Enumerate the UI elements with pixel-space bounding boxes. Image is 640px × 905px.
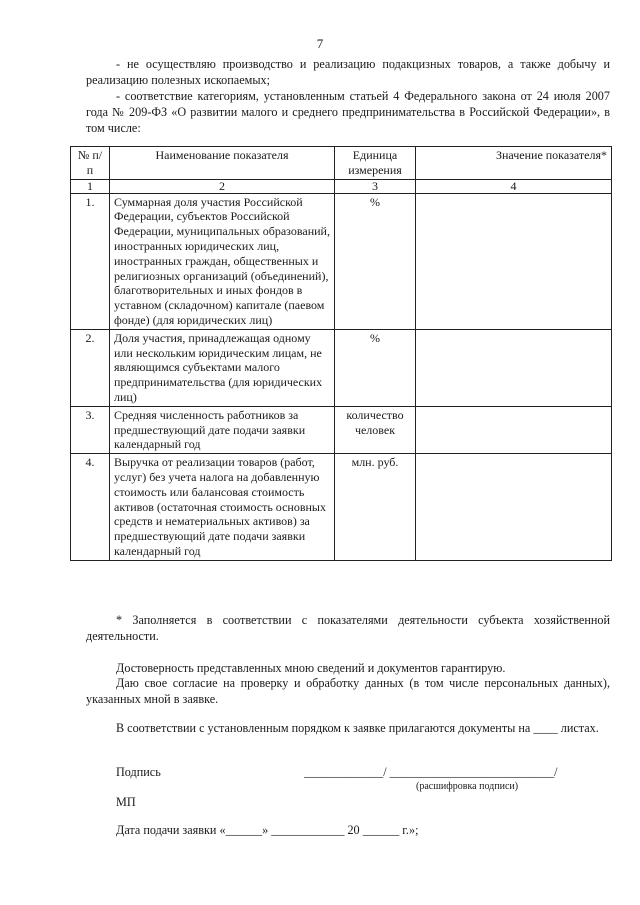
indicator-name: Доля участия, принадлежащая одному или нескольким юридическим лицам, не являющимся субъектами малого предпринимательства (для юридических лиц) (110, 329, 335, 406)
table-row (71, 329, 612, 406)
column-number: 4 (416, 179, 612, 193)
indicator-name: Суммарная доля участия Российской Федерации, субъектов Российской Федерации, муниципальных образований, иностранных юридических лиц, иностранных граждан, общественных и религиозных организаций (объединений), благотворительных и иных фондов в уставном (складочном) капитале (паевом фонде) (для юридических лиц) (110, 193, 335, 329)
seal-placeholder: МП (116, 795, 136, 809)
table-row (71, 406, 612, 453)
row-number: 2. (71, 329, 110, 406)
indicator-value-field[interactable] (416, 329, 612, 406)
column-number: 1 (71, 179, 110, 193)
indicator-value-field[interactable] (416, 454, 612, 561)
header-number: № п/п (71, 147, 110, 180)
header-unit: Единица измерения (335, 147, 416, 180)
row-number: 3. (71, 406, 110, 453)
header-indicator-name: Наименование показателя (110, 147, 335, 180)
indicator-unit: млн. руб. (335, 454, 416, 561)
indicators-table (70, 146, 612, 561)
table-row (71, 193, 612, 329)
intro-sme-criteria: - соответствие категориям, установленным статьей 4 Федерального закона от 24 июля 2007 года № 209-ФЗ «О развитии малого и среднего предпринимательства в Российской Федерации», в том числе: (86, 89, 610, 135)
indicator-name: Выручка от реализации товаров (работ, услуг) без учета налога на добавленную стоимость или балансовая стоимость активов (остаточная стоимость основных средств и нематериальных активов) за предшествующий дате подачи заявки календарный год (110, 454, 335, 561)
footnote: * Заполняется в соответствии с показателями деятельности субъекта хозяйственной деятельности. (86, 613, 610, 643)
page-number: 7 (316, 36, 324, 51)
indicator-unit: % (335, 193, 416, 329)
attachments-statement: В соответствии с установленным порядком к заявке прилагаются документы на ____ листах. (116, 721, 599, 735)
signature-label: Подпись (116, 765, 161, 779)
column-number: 3 (335, 179, 416, 193)
indicator-name: Средняя численность работников за предшествующий дате подачи заявки календарный год (110, 406, 335, 453)
intro-no-excise: - не осуществляю производство и реализацию подакцизных товаров, а также добычу и реализацию полезных ископаемых; (86, 57, 610, 87)
row-number: 1. (71, 193, 110, 329)
column-number: 2 (110, 179, 335, 193)
header-value: Значение показателя* (416, 147, 612, 180)
indicator-value-field[interactable] (416, 193, 612, 329)
indicator-unit: % (335, 329, 416, 406)
submission-date-field[interactable]: Дата подачи заявки «______» ____________ 20 ______ г.»; (116, 823, 419, 837)
table-row (71, 454, 612, 561)
column-number-row (71, 179, 612, 193)
guarantee-statement: Достоверность представленных мною сведений и документов гарантирую. (116, 661, 506, 675)
table-header-row (71, 147, 612, 180)
row-number: 4. (71, 454, 110, 561)
signature-caption: (расшифровка подписи) (416, 781, 519, 792)
indicator-value-field[interactable] (416, 406, 612, 453)
consent-statement: Даю свое согласие на проверку и обработку данных (в том числе персональных данных), указанных мной в заявке. (86, 676, 610, 706)
signature-field[interactable]: _____________/ ___________________________/ (304, 765, 558, 779)
signature-block (86, 765, 610, 795)
indicator-unit: количество человек (335, 406, 416, 453)
